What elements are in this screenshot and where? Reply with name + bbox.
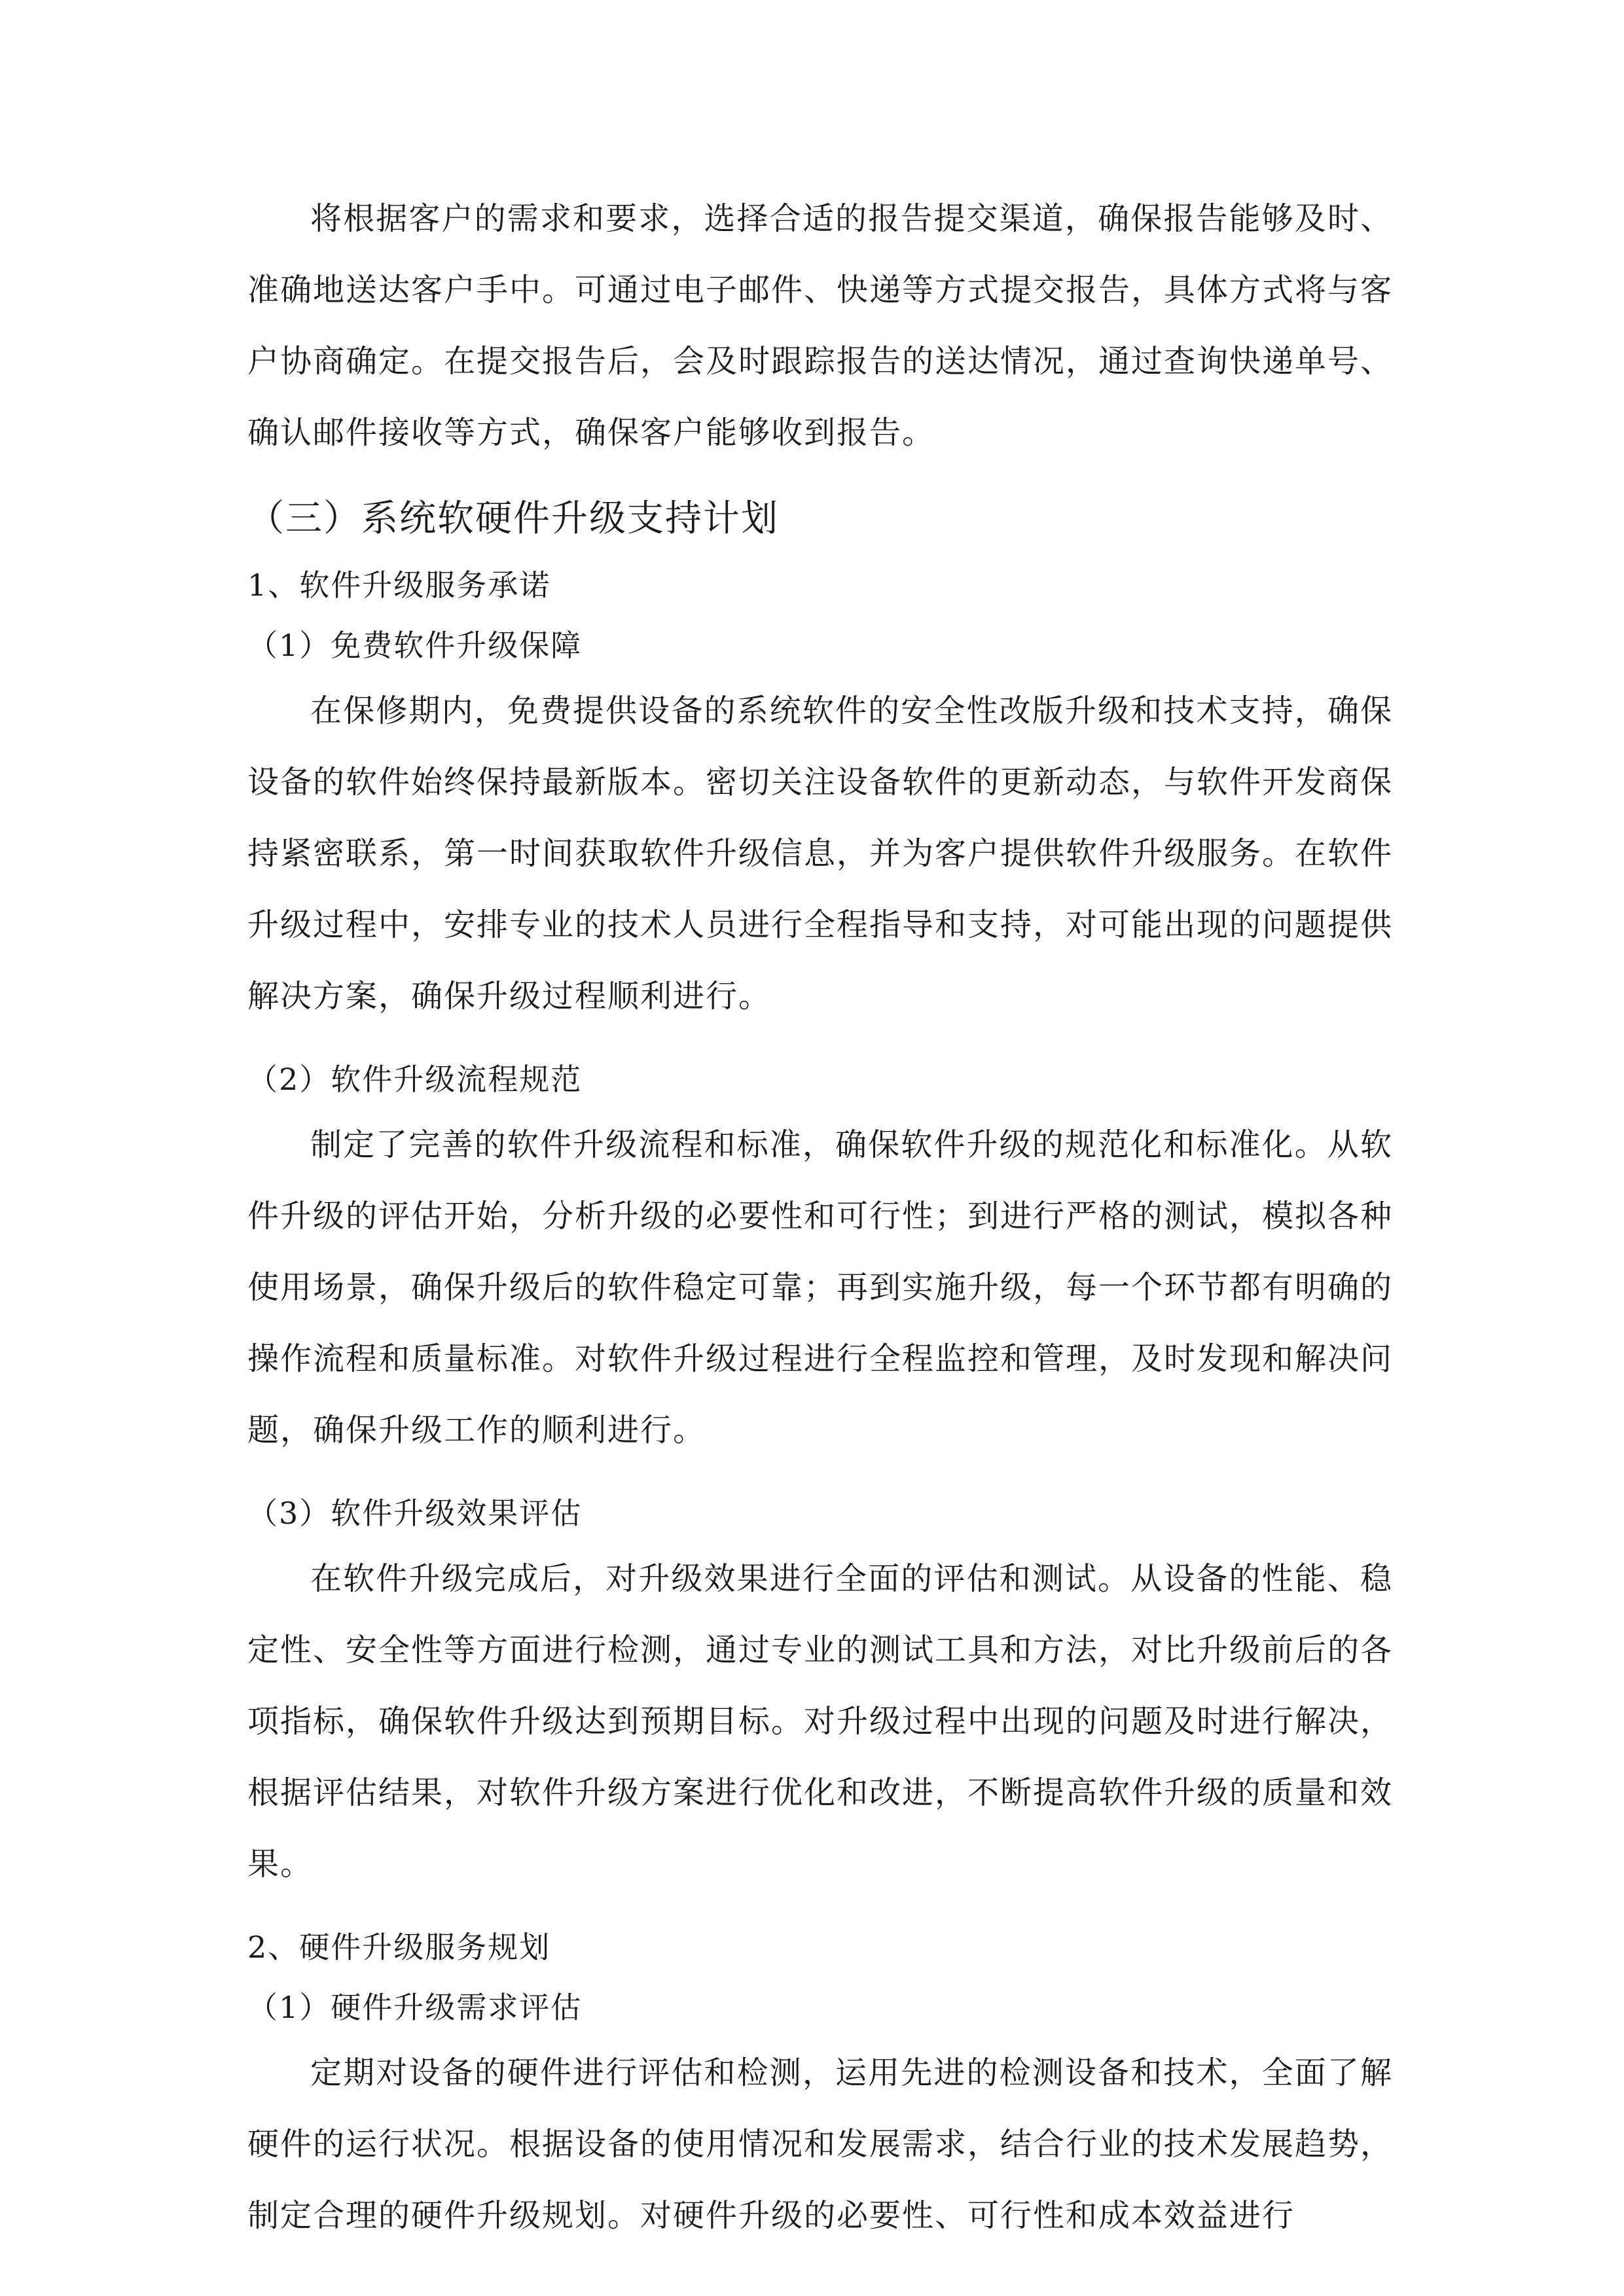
software-item-1-body: 在保修期内，免费提供设备的系统软件的安全性改版升级和技术支持，确保设备的软件始终保持最新版本。密切关注设备软件的更新动态，与软件开发商保持紧密联系，第一时间获取软件升级信息，并为客户提供软件升级服务。在软件升级过程中，安排专业的技术人员进行全程指导和支持，对可能出现的问题提供解决方案，确保升级过程顺利进行。: [247, 692, 1394, 1014]
document-content: [247, 183, 1393, 2251]
section-title: （三）系统软硬件升级支持计划: [247, 497, 779, 540]
hardware-item-1-title: （1）硬件升级需求评估: [247, 1990, 583, 2025]
software-item-2-body: 制定了完善的软件升级流程和标准，确保软件升级的规范化和标准化。从软件升级的评估开始，分析升级的必要性和可行性；到进行严格的测试，模拟各种使用场景，确保升级后的软件稳定可靠；再到实施升级，每一个环节都有明确的操作流程和质量标准。对软件升级过程进行全程监控和管理，及时发现和解决问题，确保升级工作的顺利进行。: [247, 1126, 1394, 1448]
software-heading: 1、软件升级服务承诺: [247, 567, 551, 603]
software-item-3-title: （3）软件升级效果评估: [247, 1496, 583, 1531]
software-item-1-title: （1）免费软件升级保障: [247, 628, 583, 663]
spacer: [247, 1900, 1393, 1917]
hardware-item-1-body: 定期对设备的硬件进行评估和检测，运用先进的检测设备和技术，全面了解硬件的运行状况。根据设备的使用情况和发展需求，结合行业的技术发展趋势，制定合理的硬件升级规划。对硬件升级的必要性、可行性和成本效益进行: [247, 2054, 1394, 2234]
spacer: [247, 1032, 1393, 1049]
software-item-3-body: 在软件升级完成后，对升级效果进行全面的评估和测试。从设备的性能、稳定性、安全性等方面进行检测，通过专业的测试工具和方法，对比升级前后的各项指标，确保软件升级达到预期目标。对升级过程中出现的问题及时进行解决，根据评估结果，对软件升级方案进行优化和改进，不断提高软件升级的质量和效果。: [247, 1560, 1394, 1882]
spacer: [247, 1466, 1393, 1483]
hardware-heading: 2、硬件升级服务规划: [247, 1929, 551, 1965]
software-item-2-title: （2）软件升级流程规范: [247, 1062, 583, 1097]
intro-paragraph: 将根据客户的需求和要求，选择合适的报告提交渠道，确保报告能够及时、准确地送达客户手中。可通过电子邮件、快递等方式提交报告，具体方式将与客户协商确定。在提交报告后，会及时跟踪报告的送达情况，通过查询快递单号、确认邮件接收等方式，确保客户能够收到报告。: [247, 200, 1394, 451]
